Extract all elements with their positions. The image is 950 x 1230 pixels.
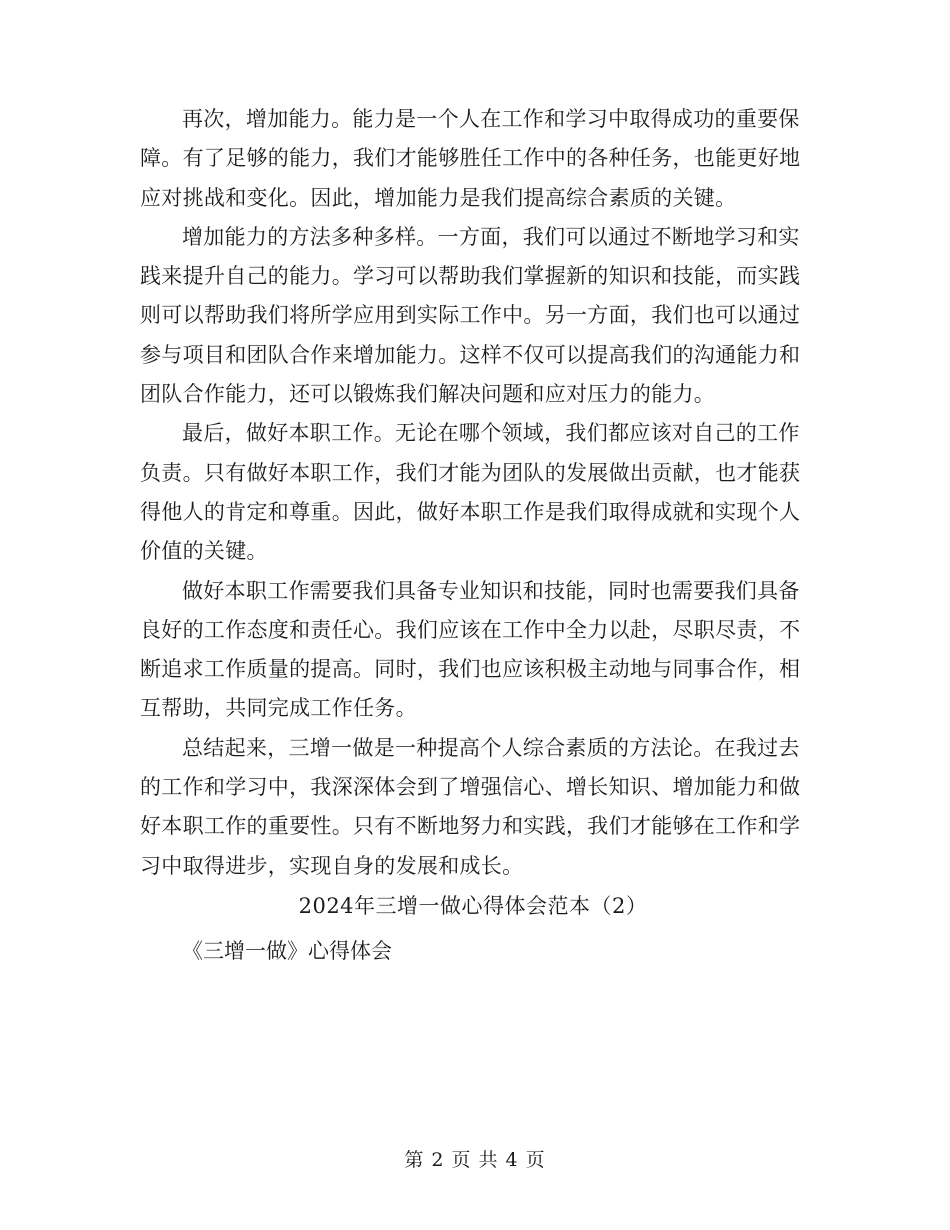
- paragraph-job-duty: 最后，做好本职工作。无论在哪个领域，我们都应该对自己的工作负责。只有做好本职工作，我们才能为团队的发展做出贡献，也才能获得他人的肯定和尊重。因此，做好本职工作是我们取得成就和实现个人价值的关键。: [140, 421, 801, 564]
- paragraph-summary: 总结起来，三增一做是一种提高个人综合素质的方法论。在我过去的工作和学习中，我深深体会到了增强信心、增长知识、增加能力和做好本职工作的重要性。只有不断地努力和实践，我们才能够在工作和学习中取得进步，实现自身的发展和成长。: [140, 735, 801, 878]
- document-body: [140, 100, 806, 975]
- paragraph-job-requirements: 做好本职工作需要我们具备专业知识和技能，同时也需要我们具备良好的工作态度和责任心。我们应该在工作中全力以赴，尽职尽责，不断追求工作质量的提高。同时，我们也应该积极主动地与同事合作，相互帮助，共同完成工作任务。: [140, 578, 801, 721]
- section-subtitle: 《三增一做》心得体会: [182, 938, 392, 963]
- paragraph-ability: 再次，增加能力。能力是一个人在工作和学习中取得成功的重要保障。有了足够的能力，我们才能够胜任工作中的各种任务，也能更好地应对挑战和变化。因此，增加能力是我们提高综合素质的关键。: [140, 107, 801, 210]
- paragraph-ability-methods: 增加能力的方法多种多样。一方面，我们可以通过不断地学习和实践来提升自己的能力。学习可以帮助我们掌握新的知识和技能，而实践则可以帮助我们将所学应用到实际工作中。另一方面，我们也可以通过参与项目和团队合作来增加能力。这样不仅可以提高我们的沟通能力和团队合作能力，还可以锻炼我们解决问题和应对压力的能力。: [140, 224, 801, 407]
- section-title: 2024年三增一做心得体会范本（2）: [298, 893, 648, 918]
- page-number-footer: 第 2 页 共 4 页: [404, 1149, 546, 1171]
